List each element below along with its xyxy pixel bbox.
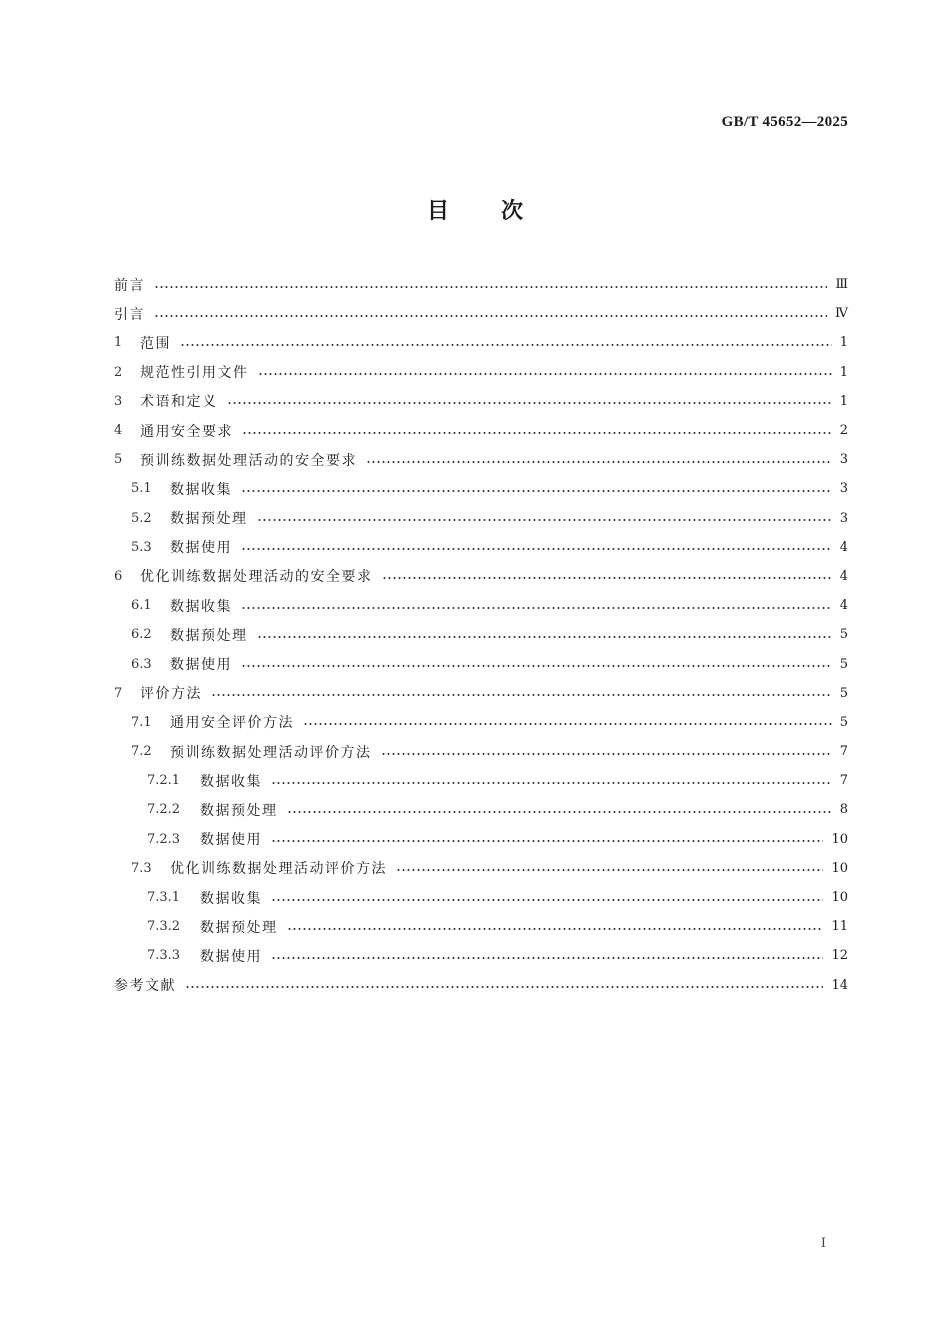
toc-dot-leader xyxy=(287,928,824,930)
toc-entry-label: 参考文献 xyxy=(114,978,176,995)
toc-entry-page: 1 xyxy=(839,364,848,380)
table-of-contents xyxy=(114,270,848,1000)
toc-entry[interactable] xyxy=(114,620,848,649)
toc-dot-leader xyxy=(258,373,832,375)
toc-entry-number: 5.1 xyxy=(131,481,152,497)
toc-entry-number: 7.2.1 xyxy=(147,773,181,789)
toc-entry[interactable] xyxy=(114,679,848,708)
toc-entry[interactable] xyxy=(114,504,848,533)
toc-entry-page: 14 xyxy=(831,977,848,993)
toc-entry-page: 10 xyxy=(831,831,848,847)
toc-entry-number: 5.3 xyxy=(131,539,152,555)
toc-dot-leader xyxy=(396,869,823,871)
toc-entry-number: 6 xyxy=(114,568,123,584)
toc-entry[interactable] xyxy=(114,649,848,678)
toc-entry-page: 7 xyxy=(839,744,848,760)
toc-dot-leader xyxy=(381,753,832,755)
toc-entry[interactable] xyxy=(114,941,848,970)
toc-dot-leader xyxy=(242,432,832,434)
toc-entry-label: 范围 xyxy=(140,335,171,352)
toc-dot-leader xyxy=(257,519,832,521)
toc-entry-number: 7 xyxy=(114,685,123,701)
toc-entry-label: 数据使用 xyxy=(200,832,262,849)
toc-entry-label: 前言 xyxy=(114,277,145,294)
toc-entry[interactable] xyxy=(114,883,848,912)
toc-entry[interactable] xyxy=(114,591,848,620)
toc-entry-label: 数据使用 xyxy=(200,948,262,965)
toc-dot-leader xyxy=(287,811,832,813)
toc-entry[interactable] xyxy=(114,445,848,474)
toc-entry-number: 4 xyxy=(114,423,123,439)
toc-entry-label: 数据收集 xyxy=(170,481,232,498)
toc-dot-leader xyxy=(154,315,827,317)
toc-entry-page: 3 xyxy=(839,481,848,497)
toc-entry-label: 数据预处理 xyxy=(200,802,278,819)
toc-entry-page: 1 xyxy=(839,393,848,409)
toc-entry-number: 5.2 xyxy=(131,510,152,526)
toc-entry-label: 术语和定义 xyxy=(140,394,218,411)
toc-dot-leader xyxy=(271,782,832,784)
toc-entry-page: 8 xyxy=(839,802,848,818)
toc-entry-page: 7 xyxy=(839,773,848,789)
toc-entry-page: 1 xyxy=(839,335,848,351)
toc-entry[interactable] xyxy=(114,708,848,737)
toc-entry-label: 预训练数据处理活动评价方法 xyxy=(170,744,372,761)
toc-entry[interactable] xyxy=(114,328,848,357)
toc-entry-number: 7.3.3 xyxy=(147,948,181,964)
page-title: 目次 xyxy=(426,199,575,224)
toc-entry-number: 5 xyxy=(114,452,123,468)
toc-entry-label: 通用安全要求 xyxy=(140,423,233,440)
toc-entry-label: 预训练数据处理活动的安全要求 xyxy=(140,452,357,469)
toc-entry-page: 5 xyxy=(839,685,848,701)
toc-entry-page: 4 xyxy=(839,598,848,614)
document-number: GB/T 45652—2025 xyxy=(721,114,848,130)
toc-entry-page: 11 xyxy=(831,919,848,935)
toc-entry-page: 5 xyxy=(839,714,848,730)
toc-entry-page: 3 xyxy=(839,452,848,468)
toc-entry[interactable] xyxy=(114,474,848,503)
toc-entry-number: 2 xyxy=(114,364,123,380)
toc-dot-leader xyxy=(241,490,832,492)
toc-entry-page: 10 xyxy=(831,890,848,906)
toc-entry-label: 数据预处理 xyxy=(170,627,248,644)
toc-entry[interactable] xyxy=(114,825,848,854)
toc-dot-leader xyxy=(257,636,832,638)
toc-entry[interactable] xyxy=(114,299,848,328)
toc-entry-label: 规范性引用文件 xyxy=(140,365,249,382)
toc-entry-number: 7.3.2 xyxy=(147,919,181,935)
toc-entry-label: 数据收集 xyxy=(200,890,262,907)
toc-entry-number: 7.3.1 xyxy=(147,890,181,906)
toc-dot-leader xyxy=(185,986,823,988)
toc-dot-leader xyxy=(271,957,823,959)
toc-entry-label: 优化训练数据处理活动评价方法 xyxy=(170,861,387,878)
toc-entry-number: 1 xyxy=(114,335,123,351)
toc-entry-label: 数据预处理 xyxy=(200,919,278,936)
toc-entry[interactable] xyxy=(114,737,848,766)
toc-entry-number: 7.3 xyxy=(131,860,152,876)
toc-dot-leader xyxy=(271,899,823,901)
toc-entry-number: 7.2.3 xyxy=(147,831,181,847)
toc-entry-page: 2 xyxy=(839,423,848,439)
toc-dot-leader xyxy=(303,723,832,725)
toc-entry-page: Ⅲ xyxy=(835,277,848,293)
toc-entry[interactable] xyxy=(114,766,848,795)
toc-entry-label: 数据使用 xyxy=(170,540,232,557)
toc-entry[interactable] xyxy=(114,912,848,941)
toc-entry-number: 7.2.2 xyxy=(147,802,181,818)
toc-entry-label: 通用安全评价方法 xyxy=(170,715,294,732)
toc-entry[interactable] xyxy=(114,562,848,591)
toc-entry-label: 数据收集 xyxy=(200,773,262,790)
toc-dot-leader xyxy=(227,402,832,404)
toc-entry-number: 7.2 xyxy=(131,744,152,760)
toc-dot-leader xyxy=(366,461,832,463)
toc-entry-label: 数据收集 xyxy=(170,598,232,615)
toc-entry[interactable] xyxy=(114,533,848,562)
toc-dot-leader xyxy=(241,548,832,550)
toc-entry-number: 6.2 xyxy=(131,627,152,643)
toc-entry-page: 4 xyxy=(839,568,848,584)
toc-entry-label: 引言 xyxy=(114,306,145,323)
toc-entry-page: 4 xyxy=(839,539,848,555)
toc-entry[interactable] xyxy=(114,854,848,883)
toc-entry-label: 数据使用 xyxy=(170,657,232,674)
toc-entry-number: 6.3 xyxy=(131,656,152,672)
toc-entry-page: 10 xyxy=(831,860,848,876)
toc-dot-leader xyxy=(241,665,832,667)
toc-entry-page: 5 xyxy=(839,627,848,643)
toc-entry[interactable] xyxy=(114,387,848,416)
toc-dot-leader xyxy=(154,286,827,288)
toc-dot-leader xyxy=(180,344,832,346)
toc-dot-leader xyxy=(271,840,823,842)
toc-entry-number: 3 xyxy=(114,393,123,409)
toc-entry-label: 优化训练数据处理活动的安全要求 xyxy=(140,569,373,586)
toc-entry-number: 6.1 xyxy=(131,598,152,614)
toc-entry-page: Ⅳ xyxy=(835,306,848,322)
page-number: Ⅰ xyxy=(820,1236,826,1251)
toc-entry-page: 3 xyxy=(839,510,848,526)
toc-entry[interactable] xyxy=(114,971,848,1000)
toc-entry-label: 数据预处理 xyxy=(170,511,248,528)
toc-entry[interactable] xyxy=(114,795,848,824)
toc-dot-leader xyxy=(241,607,832,609)
toc-entry[interactable] xyxy=(114,416,848,445)
toc-entry-page: 12 xyxy=(831,948,848,964)
toc-entry[interactable] xyxy=(114,270,848,299)
toc-entry-page: 5 xyxy=(839,656,848,672)
toc-dot-leader xyxy=(382,577,832,579)
toc-dot-leader xyxy=(211,694,832,696)
toc-entry-number: 7.1 xyxy=(131,714,152,730)
toc-entry-label: 评价方法 xyxy=(140,686,202,703)
toc-entry[interactable] xyxy=(114,358,848,387)
